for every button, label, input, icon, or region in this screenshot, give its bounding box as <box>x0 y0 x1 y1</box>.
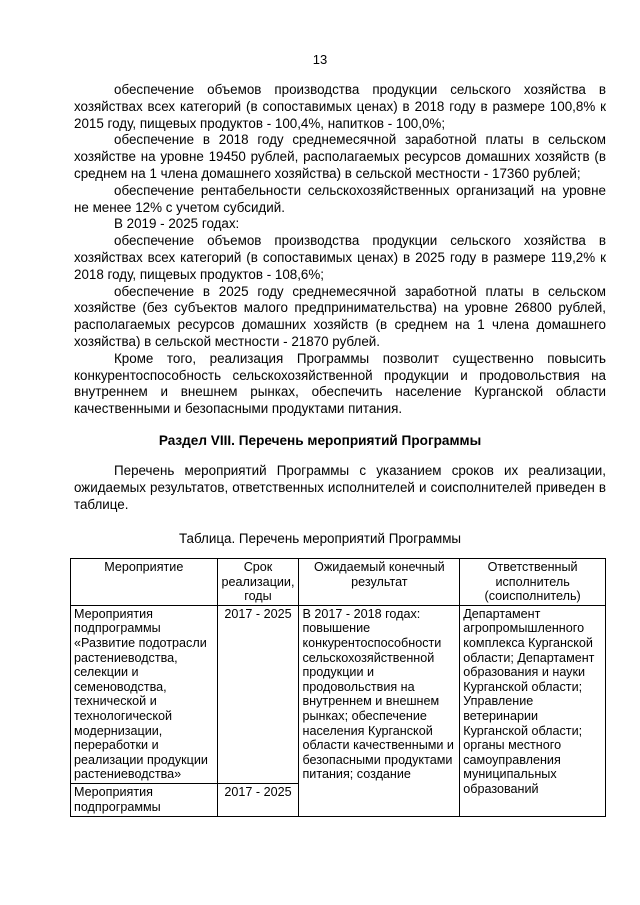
cell-result: В 2017 - 2018 годах: повышение конкурентоспособности сельскохозяйственной продукции и продовольствия на внутреннем и внешнем рынках; обеспечение населения Курганской области качественными и безопасными продуктами питания; создание <box>299 605 460 816</box>
body-paragraph: обеспечение рентабельности сельскохозяйственных организаций на уровне не менее 12% с учетом субсидий. <box>74 182 606 215</box>
intro-paragraph <box>74 463 606 513</box>
table-row <box>71 605 606 783</box>
body-paragraph: обеспечение в 2018 году среднемесячной заработной платы в сельском хозяйстве на уровне 19450 рублей, располагаемых ресурсов домашних хозяйств (в среднем на 1 члена домашнего хозяйства) в сельской местности - 17360 рублей; <box>74 132 606 181</box>
header-activity: Мероприятие <box>71 559 218 606</box>
body-paragraph: обеспечение объемов производства продукции сельского хозяйства в хозяйствах всех категорий (в сопоставимых ценах) в 2018 году в размере 100,8% к 2015 году, пищевых продуктов - 100,4%, напитков - 100,0%; <box>74 82 606 131</box>
table-header-row <box>71 559 606 606</box>
body-paragraph: обеспечение объемов производства продукции сельского хозяйства в хозяйствах всех категорий (в сопоставимых ценах) в 2025 году в размере 119,2% к 2018 году, пищевых продуктов - 108,6%; <box>74 233 606 282</box>
page-number: 13 <box>312 52 328 67</box>
body-paragraph: Кроме того, реализация Программы позволит существенно повысить конкурентоспособность сельскохозяйственной продукции и продовольствия на внутреннем и внешнем рынках, обеспечить население Курганской области качественными и безопасными продуктами питания. <box>74 350 606 417</box>
cell-activity: Мероприятия подпрограммы <box>71 783 218 816</box>
cell-term: 2017 - 2025 <box>217 605 299 783</box>
body-paragraph: обеспечение в 2025 году среднемесячной заработной платы в сельском хозяйстве (без субъектов малого предпринимательства) на уровне 26800 рублей, располагаемых ресурсов домашних хозяйств (в среднем на 1 члена домашнего хозяйства) в сельской местности - 21870 рублей. <box>74 283 606 349</box>
table-caption: Таблица. Перечень мероприятий Программы <box>178 531 462 546</box>
cell-responsible: Департамент агропромышленного комплекса Курганской области; Департамент образования и науки Курганской области; Управление ветеринарии Курганской области; органы местного самоуправления муниципальных образований <box>460 605 606 816</box>
header-result: Ожидаемый конечный результат <box>299 559 460 606</box>
activities-table <box>70 558 606 817</box>
header-responsible: Ответственный исполнитель (соисполнитель) <box>460 559 606 606</box>
intro-text: Перечень мероприятий Программы с указанием сроков их реализации, ожидаемых результатов, ответственных исполнителей и соисполнителей приведен в таблице. <box>74 463 606 512</box>
cell-term: 2017 - 2025 <box>217 783 299 816</box>
cell-activity: Мероприятия подпрограммы «Развитие подотрасли растениеводства, селекции и семеноводства, технической и технологической модернизации, переработки и реализации продукции растениеводства» <box>71 605 218 783</box>
header-term: Срок реализации, годы <box>217 559 299 606</box>
body-text <box>74 82 606 418</box>
section-heading: Раздел VIII. Перечень мероприятий Программы <box>158 433 482 448</box>
body-paragraph: В 2019 - 2025 годах: <box>114 216 240 232</box>
